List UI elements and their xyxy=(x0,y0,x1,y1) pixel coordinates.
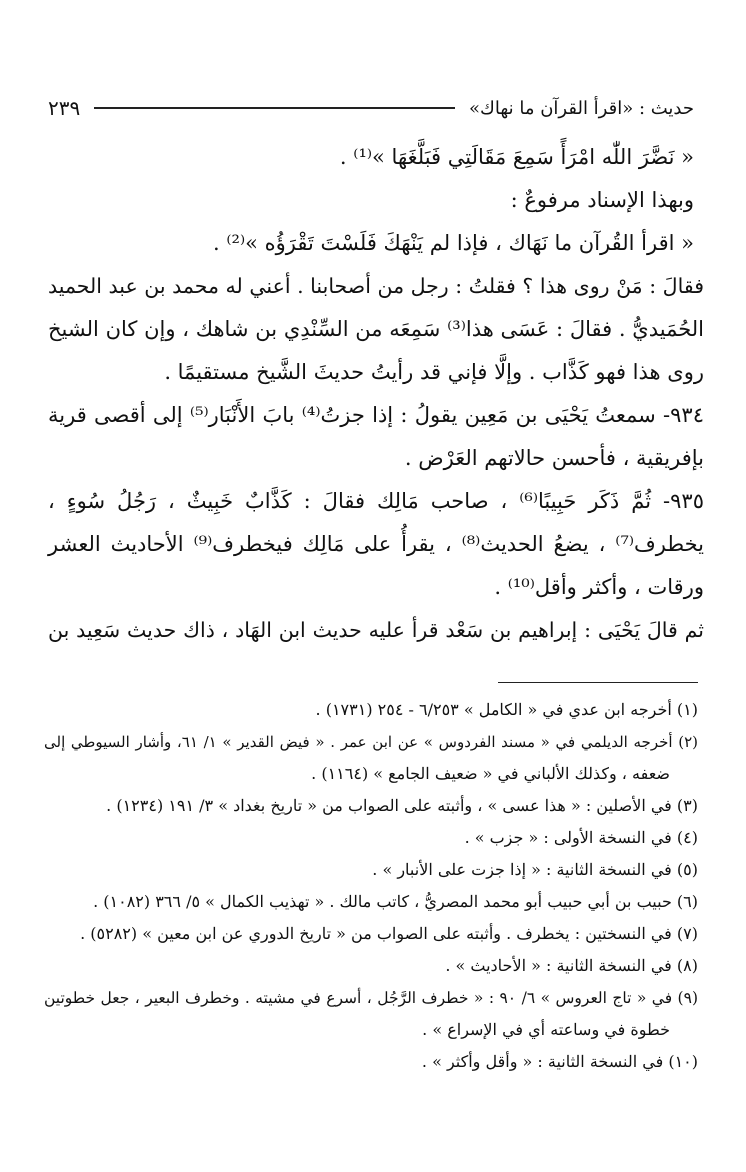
footnote: (١٠) في النسخة الثانية : « وأقل وأكثر » . xyxy=(421,1052,698,1071)
running-title: حديث : «اقرأ القرآن ما نهاك» xyxy=(469,97,694,119)
text-line: ٩٣٥- ثُمَّ ذَكَر حَبِيبًا⁽⁶⁾ ، صاحب مَالِك فقالَ : كَذَّابٌ خَبِيثٌ ، رَجُلُ سُوءٍ ، xyxy=(48,489,704,513)
text-line: الحُمَيديُّ . فقالَ : عَسَى هذا⁽³⁾ سَمِعَه من السِّنْدِي بن شاهك ، وإن كان الشيخ xyxy=(48,317,704,341)
footnote-continuation: خطوة في وساعته أي في الإسراع » . xyxy=(422,1020,670,1039)
footnote: (٨) في النسخة الثانية : « الأحاديث » . xyxy=(445,956,698,975)
page-header xyxy=(48,90,694,126)
footnote-separator xyxy=(498,682,698,683)
text-line: « نَضَّرَ اللّٰه امْرَأً سَمِعَ مَقَالَتِي فَبَلَّغَهَا »⁽¹⁾ . xyxy=(339,145,694,169)
footnote-continuation: ضعفه ، وكذلك الألباني في « ضعيف الجامع » (١١٦٤) . xyxy=(311,764,670,783)
footnotes xyxy=(44,694,698,1078)
text-line: يخطرف⁽⁷⁾ ، يضعُ الحديث⁽⁸⁾ ، يقرأُ على مَالِك فيخطرف⁽⁹⁾ الأحاديث العشر xyxy=(48,532,705,556)
footnote: (٥) في النسخة الثانية : « إذا جزت على الأنبار » . xyxy=(372,860,698,879)
page-number: ٢٣٩ xyxy=(48,96,81,120)
footnote: (٢) أخرجه الديلمي في « مسند الفردوس » عن ابن عمر . « فيض القدير » ١/ ٦١، وأشار السيوطي إلى xyxy=(44,733,699,751)
text-line: وبهذا الإسناد مرفوعٌ : xyxy=(510,188,694,212)
text-line: ثم قالَ يَحْيَى : إبراهيم بن سَعْد قرأ عليه حديث ابن الهَاد ، ذاك حديث سَعِيد بن xyxy=(48,618,704,642)
main-text xyxy=(48,136,704,652)
footnote: (٧) في النسختين : يخطرف . وأثبته على الصواب من « تاريخ الدوري عن ابن معين » (٥٢٨٢) . xyxy=(80,924,698,943)
text-line: « اقرأ القُرآن ما نَهَاك ، فإذا لم يَنْهَكَ فَلَسْتَ تَقْرَؤُه »⁽²⁾ . xyxy=(213,231,694,255)
text-line: روى هذا فهو كَذَّاب . وإلَّا فإني قد رأيتُ حديثَ الشَّيخ مستقيمًا . xyxy=(164,360,704,384)
text-line: ورقات ، وأكثر وأقل⁽¹⁰⁾ . xyxy=(494,575,704,599)
header-rule xyxy=(94,107,455,109)
text-line: ٩٣٤- سمعتُ يَحْيَى بن مَعِين يقولُ : إذا جزتُ⁽⁴⁾ بابَ الأَنْبَار⁽⁵⁾ إلى أقصى قرية xyxy=(48,403,704,427)
footnote: (٩) في « تاج العروس » ٦/ ٩٠ : « خطرف الرَّجُل ، أسرع في مشيته . وخطرف البعير ، جعل خطوتين xyxy=(44,989,698,1007)
footnote: (٦) حبيب بن أبي حبيب أبو محمد المصريُّ ، كاتب مالك . « تهذيب الكمال » ٥/ ٣٦٦ (١٠٨٢) . xyxy=(93,892,698,911)
text-line: فقالَ : مَنْ روى هذا ؟ فقلتُ : رجل من أصحابنا . أعني له محمد بن عبد الحميد xyxy=(48,274,704,298)
footnote: (١) أخرجه ابن عدي في « الكامل » ٦/٢٥٣ - ٢٥٤ (١٧٣١) . xyxy=(315,700,698,719)
footnote: (٣) في الأصلين : « هذا عسى » ، وأثبته على الصواب من « تاريخ بغداد » ٣/ ١٩١ (١٢٣٤) . xyxy=(106,796,698,815)
text-line: بإفريقية ، فأحسن حالاتهم العَرْض . xyxy=(404,446,704,470)
footnote: (٤) في النسخة الأولى : « جزب » . xyxy=(464,828,698,847)
